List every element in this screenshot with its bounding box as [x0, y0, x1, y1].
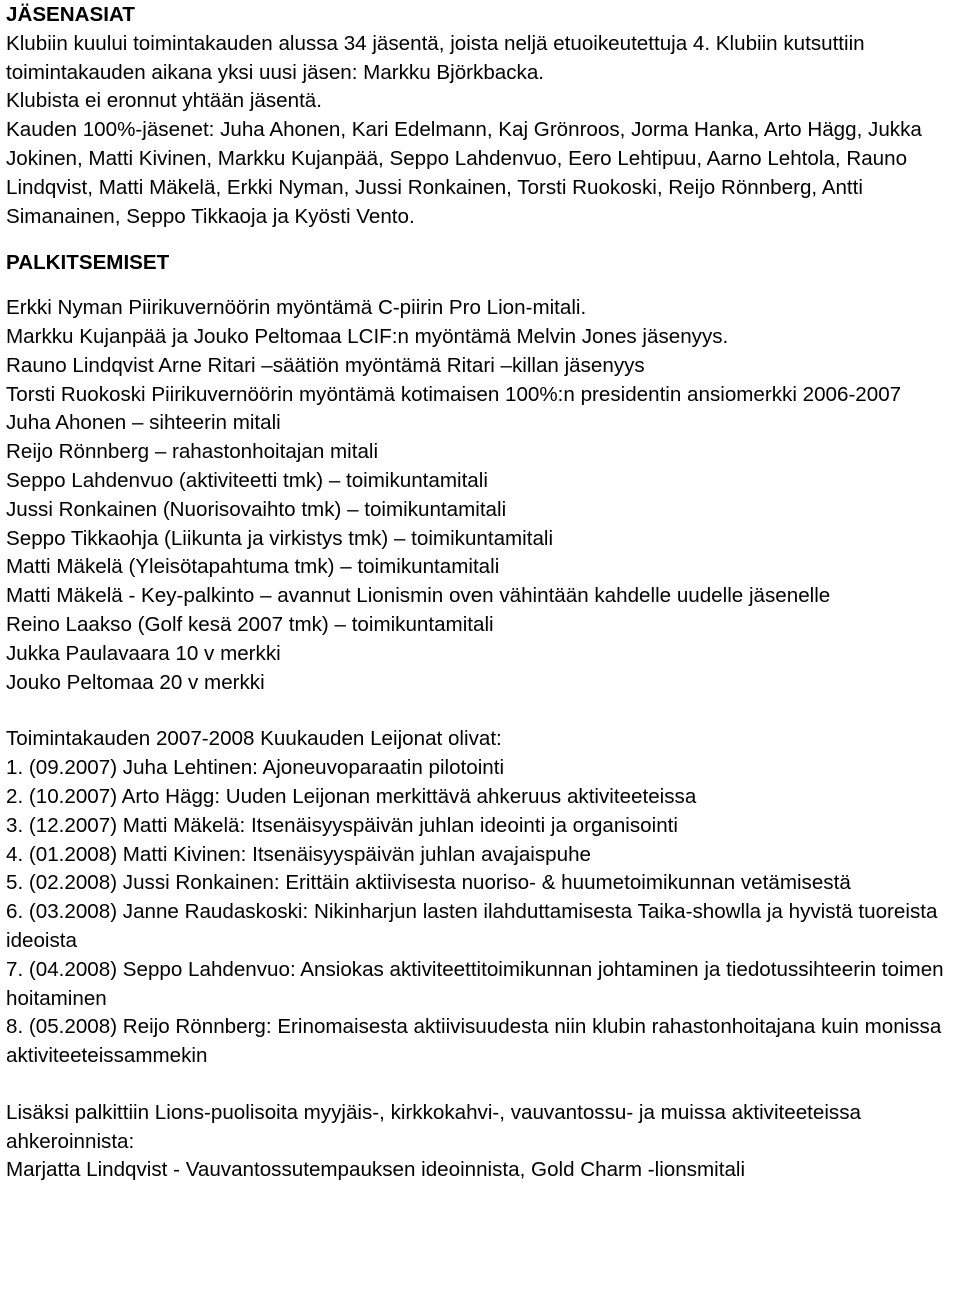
spacer — [6, 697, 954, 725]
awards-section — [6, 249, 954, 697]
monthly-lions-intro: Toimintakauden 2007-2008 Kuukauden Leijonat olivat: — [6, 727, 502, 751]
monthly-lions-list — [6, 754, 954, 1071]
award-line: Matti Mäkelä (Yleisötapahtuma tmk) – toimikuntamitali — [6, 555, 500, 579]
list-item: 7. (04.2008) Seppo Lahdenvuo: Ansiokas aktiviteettitoimikunnan johtaminen ja tiedotussihteerin toimen hoitaminen — [6, 957, 944, 1010]
spouses-intro: Lisäksi palkittiin Lions-puolisoita myyjäis-, kirkkokahvi-, vauvantossu- ja muissa aktiviteeteissa ahkeroinnista: — [6, 1100, 861, 1153]
award-line: Jouko Peltomaa 20 v merkki — [6, 670, 265, 694]
members-section — [6, 1, 954, 231]
list-item: 3. (12.2007) Matti Mäkelä: Itsenäisyyspäivän juhlan ideointi ja organisointi — [6, 813, 678, 837]
list-item: 2. (10.2007) Arto Hägg: Uuden Leijonan merkittävä ahkeruus aktiviteeteissa — [6, 784, 697, 808]
spacer — [6, 231, 954, 249]
award-line: Seppo Tikkaohja (Liikunta ja virkistys tmk) – toimikuntamitali — [6, 526, 554, 550]
award-line: Markku Kujanpää ja Jouko Peltomaa LCIF:n myöntämä Melvin Jones jäsenyys. — [6, 324, 729, 348]
list-item: 4. (01.2008) Matti Kivinen: Itsenäisyyspäivän juhlan avajaispuhe — [6, 842, 591, 866]
award-line: Matti Mäkelä - Key-palkinto – avannut Lionismin oven vähintään kahdelle uudelle jäsenelle — [6, 584, 831, 608]
award-line: Juha Ahonen – sihteerin mitali — [6, 411, 281, 435]
members-paragraph: Kauden 100%-jäsenet: Juha Ahonen, Kari Edelmann, Kaj Grönroos, Jorma Hanka, Arto Hägg, Jukka Jokinen, Matti Kivinen, Markku Kujanpää, Seppo Lahdenvuo, Eero Lehtipuu, Aarno Lehtola, Rauno Lindqvist, Matti Mäkelä, Erkki Nyman, Jussi Ronkainen, Torsti Ruokoski, Reijo Rönnberg, Antti Simanainen, Seppo Tikkaoja ja Kyösti Vento. — [6, 118, 922, 228]
members-heading: JÄSENASIAT — [6, 3, 135, 26]
award-line: Rauno Lindqvist Arne Ritari –säätiön myöntämä Ritari –killan jäsenyys — [6, 353, 645, 377]
spouses-list — [6, 1156, 954, 1185]
award-line: Jussi Ronkainen (Nuorisovaihto tmk) – toimikuntamitali — [6, 497, 507, 521]
members-paragraph: Klubista ei eronnut yhtään jäsentä. — [6, 89, 322, 113]
award-line: Torsti Ruokoski Piirikuvernöörin myöntämä kotimaisen 100%:n presidentin ansiomerkki 2006-2007 — [6, 382, 902, 406]
list-item: 8. (05.2008) Reijo Rönnberg: Erinomaisesta aktiivisuudesta niin klubin rahastonhoitajana kuin monissa aktiviteeteissammekin — [6, 1015, 942, 1068]
list-item: 6. (03.2008) Janne Raudaskoski: Nikinharjun lasten ilahduttamisesta Taika-showlla ja hyvistä tuoreista ideoista — [6, 900, 938, 952]
spacer — [6, 1071, 954, 1099]
award-line: Jukka Paulavaara 10 v merkki — [6, 641, 281, 665]
award-line: Reijo Rönnberg – rahastonhoitajan mitali — [6, 440, 379, 464]
spacer — [6, 278, 954, 294]
members-paragraph: Klubiin kuului toimintakauden alussa 34 jäsentä, joista neljä etuoikeutettuja 4. Klubiin kutsuttiin toimintakauden aikana yksi uusi jäsen: Markku Björkbacka. — [6, 31, 865, 84]
monthly-lions-section — [6, 725, 954, 1071]
spouses-section — [6, 1099, 954, 1185]
award-line: Erkki Nyman Piirikuvernöörin myöntämä C-piirin Pro Lion-mitali. — [6, 296, 587, 320]
award-line: Seppo Lahdenvuo (aktiviteetti tmk) – toimikuntamitali — [6, 468, 488, 492]
list-item: 5. (02.2008) Jussi Ronkainen: Erittäin aktiivisesta nuoriso- & huumetoimikunnan vetämisestä — [6, 871, 851, 895]
award-line: Reino Laakso (Golf kesä 2007 tmk) – toimikuntamitali — [6, 612, 494, 636]
list-item: Marjatta Lindqvist - Vauvantossutempauksen ideoinnista, Gold Charm -lionsmitali — [6, 1158, 746, 1182]
list-item: 1. (09.2007) Juha Lehtinen: Ajoneuvoparaatin pilotointi — [6, 756, 505, 780]
awards-heading: PALKITSEMISET — [6, 251, 170, 275]
